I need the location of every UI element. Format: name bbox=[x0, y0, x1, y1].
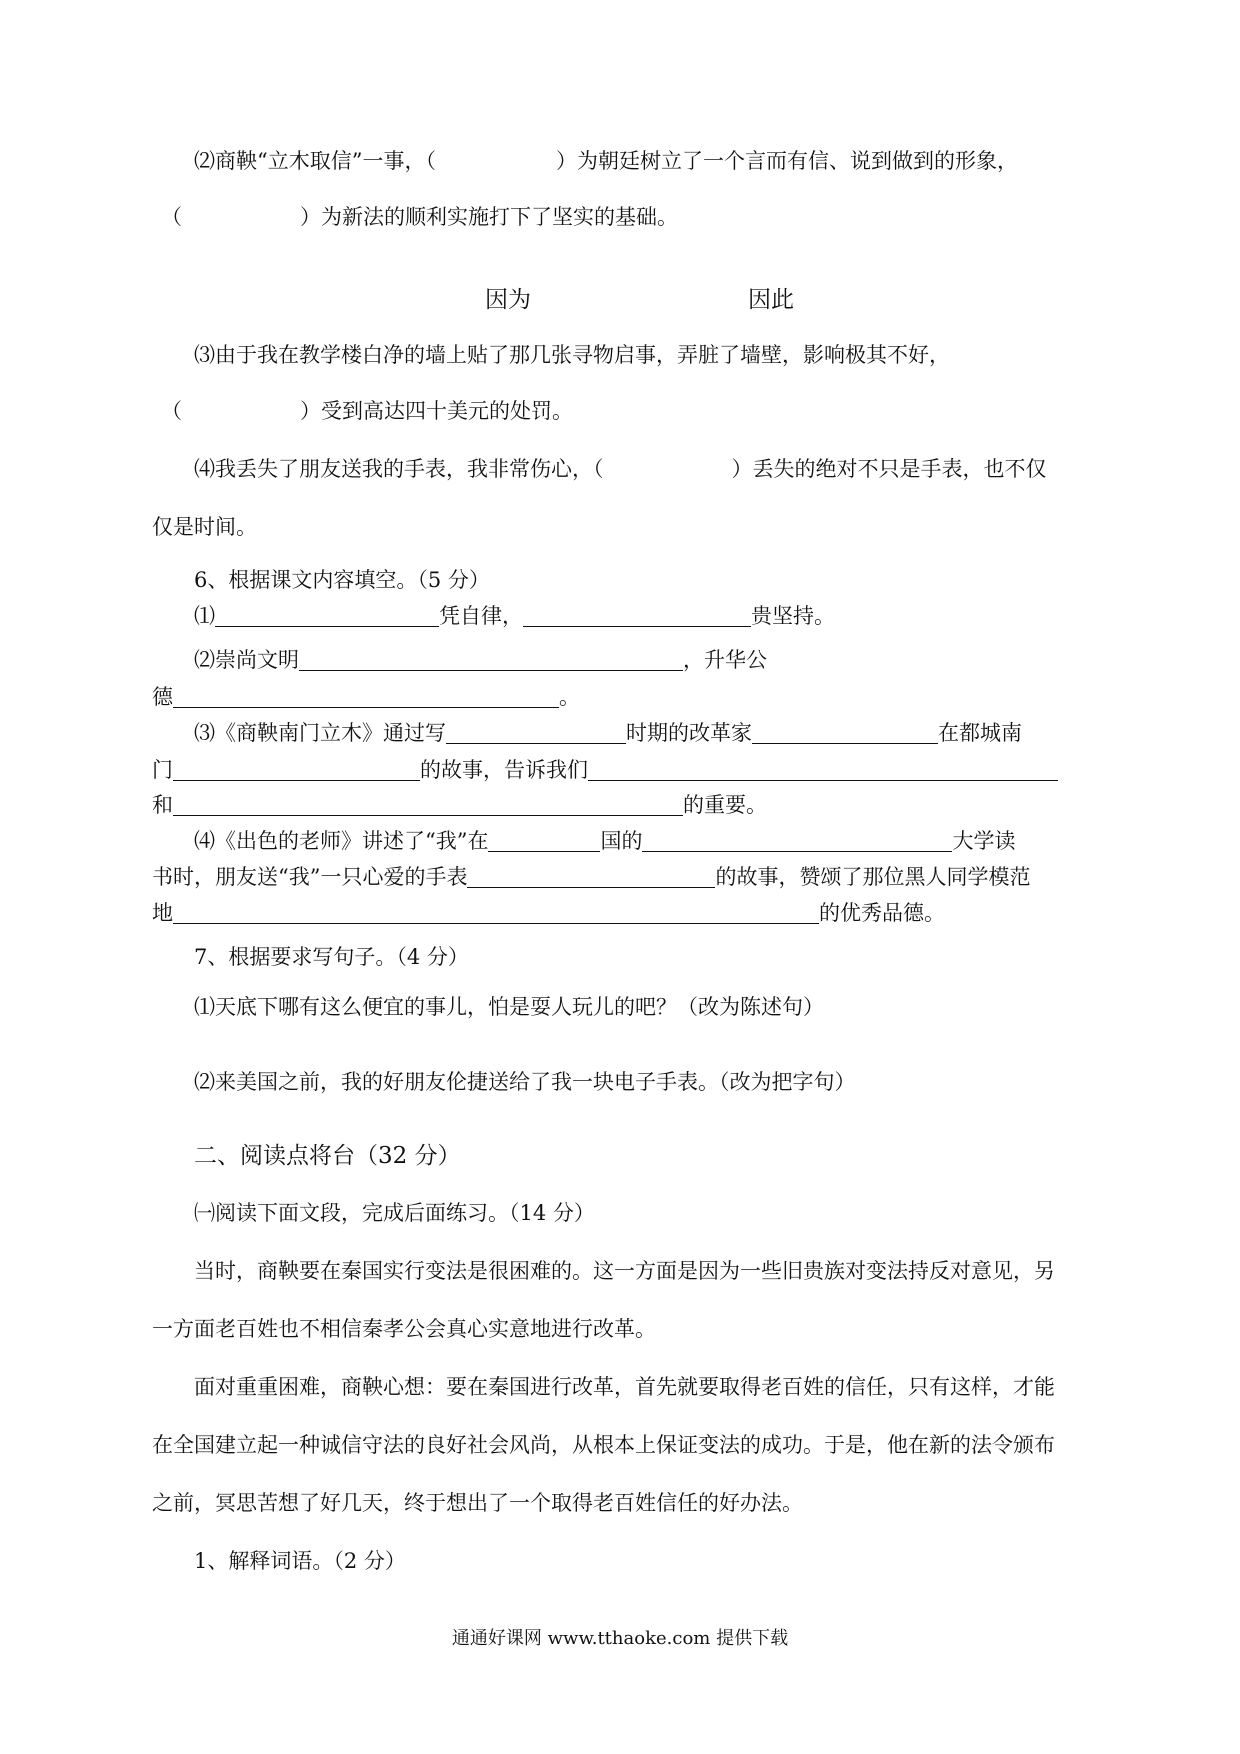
q6-l4-text-b: 国的 bbox=[600, 829, 643, 853]
q6-line2b bbox=[152, 682, 580, 712]
q6-l2-text-c: 德 bbox=[152, 685, 173, 709]
page-footer: 通通好课网 www.tthaoke.com 提供下载 bbox=[451, 1628, 789, 1649]
q7-s1: ⑴天底下哪有这么便宜的事儿，怕是耍人玩儿的吧？（改为陈述句） bbox=[194, 995, 824, 1019]
q6-l1-text-c: 贵坚持。 bbox=[751, 604, 835, 628]
q6-l3-text-g: 的重要。 bbox=[683, 793, 767, 817]
q6-title: 6、根据课文内容填空。（5 分） bbox=[194, 568, 490, 592]
passage-p2-line1: 面对重重困难，商鞅心想：要在秦国进行改革，首先就要取得老百姓的信任，只有这样，才能 bbox=[194, 1375, 1055, 1399]
q5-s2-text-a: ⑵商鞅“立木取信”一事，（ bbox=[194, 149, 436, 173]
passage-p2-line2: 在全国建立起一种诚信守法的良好社会风尚，从根本上保证变法的成功。于是，他在新的法令颁布 bbox=[152, 1433, 1055, 1457]
q6-l3-text-f: 和 bbox=[152, 793, 173, 817]
q6-l1-text-b: 凭自律， bbox=[439, 604, 523, 628]
q6-l3-blank-4[interactable] bbox=[588, 758, 1058, 781]
q6-l4-text-a: ⑷《出色的老师》讲述了“我”在 bbox=[194, 829, 489, 853]
passage-p2-line3: 之前，冥思苦想了好几天，终于想出了一个取得老百姓信任的好办法。 bbox=[152, 1491, 803, 1515]
q6-l3-blank-2[interactable] bbox=[752, 721, 938, 744]
q6-line3b bbox=[152, 755, 1058, 785]
q5-s4-text-a: ⑷我丢失了朋友送我的手表，我非常伤心，（ bbox=[194, 457, 604, 481]
q5-s2-line2 bbox=[161, 202, 678, 232]
passage-p1-line1: 当时，商鞅要在秦国实行变法是很困难的。这一方面是因为一些旧贵族对变法持反对意见，另 bbox=[194, 1259, 1055, 1283]
q6-l4-text-f: 地 bbox=[152, 901, 173, 925]
q6-l4-text-e: 的故事，赞颂了那位黑人同学模范 bbox=[715, 865, 1031, 889]
q6-l4-text-d: 书时，朋友送“我”一只心爱的手表 bbox=[152, 865, 468, 889]
q6-line2 bbox=[194, 645, 767, 675]
q6-l1-blank-2[interactable] bbox=[523, 604, 751, 627]
q5-s3-line1: ⑶由于我在教学楼白净的墙上贴了那几张寻物启事，弄脏了墙壁，影响极其不好， bbox=[194, 343, 950, 367]
q5-s2-line1 bbox=[194, 146, 1018, 176]
q7-s2: ⑵来美国之前，我的好朋友伦捷送给了我一块电子手表。（改为把字句） bbox=[194, 1070, 856, 1094]
q6-l4-text-c: 大学读 bbox=[952, 829, 1016, 853]
q6-l3-blank-1[interactable] bbox=[446, 721, 626, 744]
q6-l2-text-d: 。 bbox=[559, 685, 580, 709]
q5-s3-text-c: ）受到高达四十美元的处罚。 bbox=[300, 399, 573, 423]
q6-l3-text-d: 门 bbox=[152, 758, 173, 782]
q5-s2-text-c: （ bbox=[161, 205, 182, 229]
q5-s2-text-b: ）为朝廷树立了一个言而有信、说到做到的形象， bbox=[555, 149, 1018, 173]
q6-l3-text-e: 的故事，告诉我们 bbox=[420, 758, 588, 782]
q5-s4-text-b: ）丢失的绝对不只是手表，也不仅 bbox=[731, 457, 1047, 481]
q6-l2b-blank[interactable] bbox=[173, 685, 559, 708]
q6-l3-blank-5[interactable] bbox=[173, 793, 683, 816]
q6-l3-blank-3[interactable] bbox=[173, 758, 420, 781]
q5-s3-line2 bbox=[161, 396, 573, 426]
q7-title: 7、根据要求写句子。（4 分） bbox=[194, 945, 469, 969]
option-2: 因此 bbox=[748, 287, 794, 313]
q5-s3-text-b: （ bbox=[161, 399, 182, 423]
q6-line4b bbox=[152, 862, 1030, 892]
q5-s4-line1 bbox=[194, 454, 1047, 484]
passage-p1-line2: 一方面老百姓也不相信秦孝公会真心实意地进行改革。 bbox=[152, 1317, 656, 1341]
q6-line3c bbox=[152, 790, 767, 820]
q6-line1 bbox=[194, 601, 835, 631]
q6-l2-blank[interactable] bbox=[299, 648, 683, 671]
section2-title: 二、阅读点将台（32 分） bbox=[194, 1143, 461, 1169]
q5-s4-line2: 仅是时间。 bbox=[152, 515, 257, 539]
option-1: 因为 bbox=[485, 287, 531, 313]
section2-subtitle: ㈠阅读下面文段，完成后面练习。（14 分） bbox=[194, 1201, 595, 1225]
q6-l3-text-a: ⑶《商鞅南门立木》通过写 bbox=[194, 721, 446, 745]
q6-l4-blank-2[interactable] bbox=[642, 829, 952, 852]
q6-l2-text-b: ，升华公 bbox=[683, 648, 767, 672]
q6-l1-num: ⑴ bbox=[194, 604, 215, 628]
q6-l4-text-g: 的优秀品德。 bbox=[819, 901, 945, 925]
q6-l1-blank-1[interactable] bbox=[215, 604, 439, 627]
q6-l4-blank-4[interactable] bbox=[173, 901, 819, 924]
q6-line4c bbox=[152, 898, 945, 928]
q6-l4-blank-1[interactable] bbox=[488, 829, 600, 852]
question-1: 1、解释词语。（2 分） bbox=[194, 1549, 406, 1573]
q5-s2-text-d: ）为新法的顺利实施打下了坚实的基础。 bbox=[300, 205, 678, 229]
q6-line4 bbox=[194, 826, 1015, 856]
q6-l4-blank-3[interactable] bbox=[467, 865, 715, 888]
q6-line3 bbox=[194, 718, 1022, 748]
q6-l3-text-b: 时期的改革家 bbox=[626, 721, 752, 745]
q6-l3-text-c: 在都城南 bbox=[938, 721, 1022, 745]
q6-l2-text-a: ⑵崇尚文明 bbox=[194, 648, 299, 672]
